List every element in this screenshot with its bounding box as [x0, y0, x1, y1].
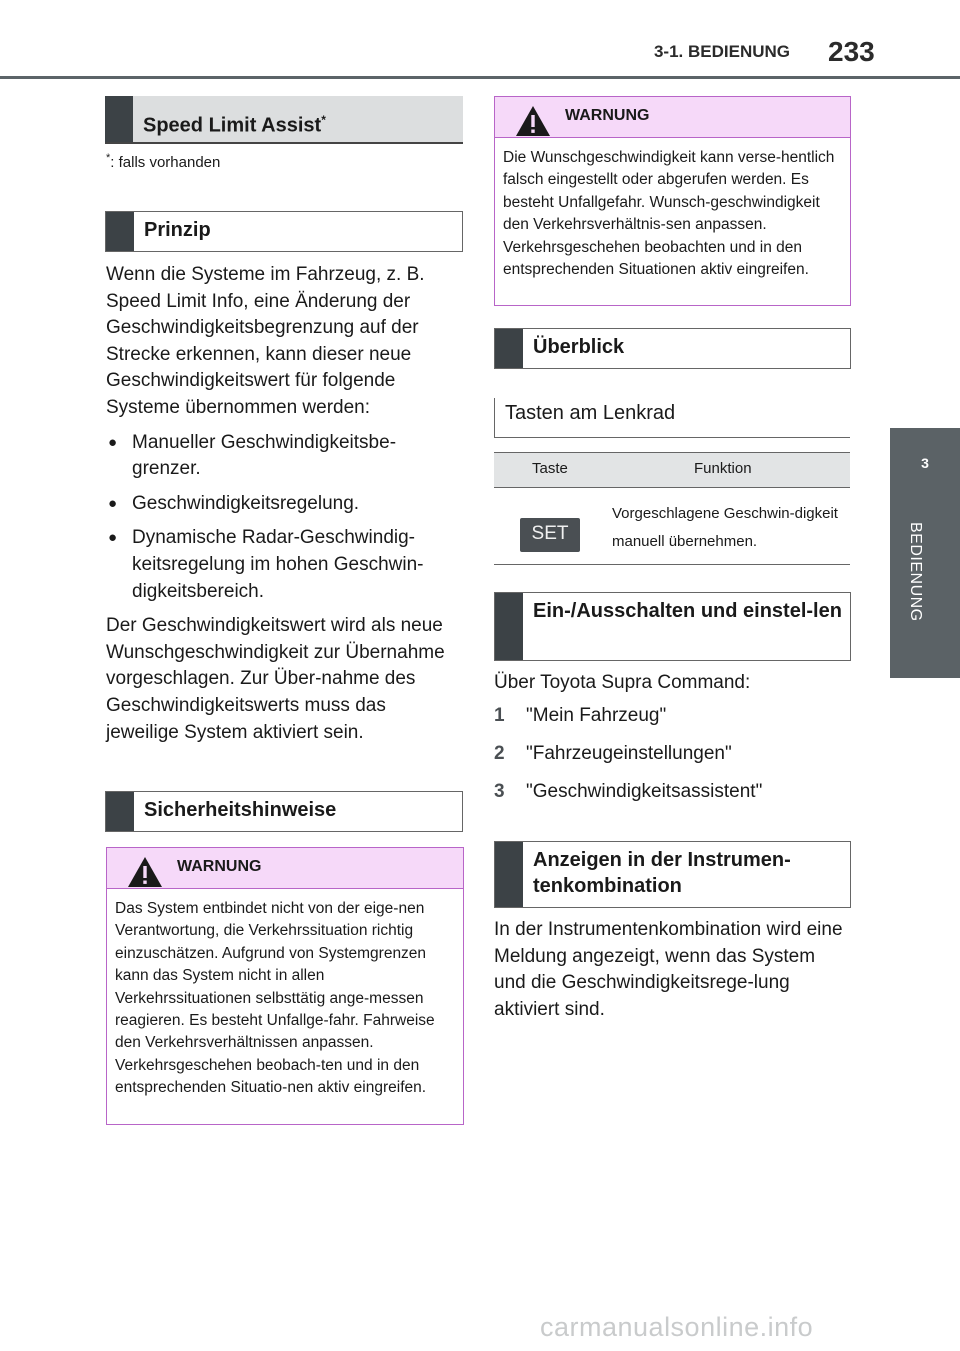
table-header-taste: Taste	[532, 460, 568, 477]
warning-text: Das System entbindet nicht von der eige-nen Verantwortung, die Verkehrssituation richtig einzuschätzen. Aufgrund von Systemgrenzen kann das System nicht in allen Verkehrssituationen selbsttätig ange-messen reagieren. Es besteht Unfallge-fahr. Fahrweise den Verkehrsverhältnissen anpassen. Verkehrsgeschehen beobach-ten und in den entsprechenden Situatio-nen aktiv eingreifen.	[115, 900, 435, 1097]
anzeigen-body: In der Instrumentenkombination wird eine Meldung angezeigt, wenn das System und die Geschwindigkeitsrege-lung aktiviert sind.	[494, 919, 843, 1020]
warning-header	[107, 848, 463, 889]
table-row	[494, 488, 850, 565]
step-item: 2 "Fahrzeugeinstellungen"	[494, 743, 732, 764]
chapter-tab-number: 3	[921, 455, 929, 471]
warning-label: WARNUNG	[565, 107, 650, 124]
warning-box	[494, 96, 851, 306]
bullet-item: ● Manueller Geschwindigkeitsbe-grenzer.	[106, 430, 451, 483]
warning-text: Die Wunschgeschwindigkeit kann verse-hentlich falsch eingestellt oder abgerufen werden. Es besteht Unfallgefahr. Wunsch-geschwindigkeit den Verkehrsverhältnis-sen anpassen. Verkehrsgeschehen beobachten und in den entsprechenden Situationen aktiv eingreifen.	[503, 149, 835, 279]
section-prinzip	[105, 211, 463, 252]
set-button-icon: SET	[520, 518, 580, 552]
section-title: Prinzip	[144, 219, 211, 241]
section-bar	[495, 842, 523, 907]
section-bar	[106, 212, 134, 251]
table-header	[494, 452, 850, 488]
warning-label: WARNUNG	[177, 858, 262, 875]
section-anzeigen	[494, 841, 851, 908]
section-bar	[495, 593, 523, 660]
warning-triangle-icon	[127, 856, 163, 888]
warning-box	[106, 847, 464, 1125]
watermark: carmanualsonline.info	[540, 1312, 814, 1342]
subheading-tasten: Tasten am Lenkrad	[494, 398, 850, 438]
section-title: Sicherheitshinweise	[144, 799, 337, 821]
section-sicherheitshinweise	[105, 791, 463, 832]
step-item: 3 "Geschwindigkeitsassistent"	[494, 781, 763, 802]
table-header-funktion: Funktion	[694, 460, 752, 477]
header-section-title: 3-1. BEDIENUNG	[653, 42, 790, 61]
prinzip-body	[106, 262, 451, 746]
bullet-item: ● Dynamische Radar-Geschwindig-keitsregelung im hohen Geschwin-digkeitsbereich.	[106, 525, 451, 605]
bullet-item: ● Geschwindigkeitsregelung.	[106, 491, 451, 518]
page-number: 233	[828, 36, 875, 67]
table-cell-function: Vorgeschlagene Geschwin-digkeit manuell übernehmen.	[612, 505, 838, 550]
section-bar	[495, 329, 523, 368]
footnote: *: falls vorhanden	[106, 152, 221, 171]
einaus-intro: Über Toyota Supra Command:	[494, 672, 751, 693]
section-title: Anzeigen in der Instrumen-tenkombination	[533, 849, 791, 897]
prinzip-paragraph-2: Der Geschwindigkeitswert wird als neue Wunschgeschwindigkeit zur Übernahme vorgeschlagen. Zur Über-nahme des Geschwindigkeitswerts muss das jeweilige System aktiviert sein.	[106, 615, 445, 743]
section-title: Ein-/Ausschalten und einstel-len	[533, 600, 842, 622]
section-bar	[106, 792, 134, 831]
warning-header	[495, 97, 850, 138]
warning-triangle-icon	[515, 105, 551, 137]
section-title: Speed Limit Assist*	[143, 113, 326, 137]
section-ueberblick	[494, 328, 851, 369]
section-bar	[105, 96, 133, 142]
step-item: 1 "Mein Fahrzeug"	[494, 705, 667, 726]
section-speed-limit-assist	[105, 96, 463, 144]
section-ein-ausschalten	[494, 592, 851, 661]
prinzip-paragraph-1: Wenn die Systeme im Fahrzeug, z. B. Speed Limit Info, eine Änderung der Geschwindigkeitsbegrenzung auf der Strecke erkennen, kann dieser neue Geschwindigkeitswert für folgende Systeme übernommen werden:	[106, 264, 425, 418]
chapter-tab-label: BEDIENUNG	[907, 522, 924, 622]
section-title: Überblick	[533, 336, 625, 358]
steps-list	[494, 703, 850, 817]
header-rule	[0, 76, 960, 79]
